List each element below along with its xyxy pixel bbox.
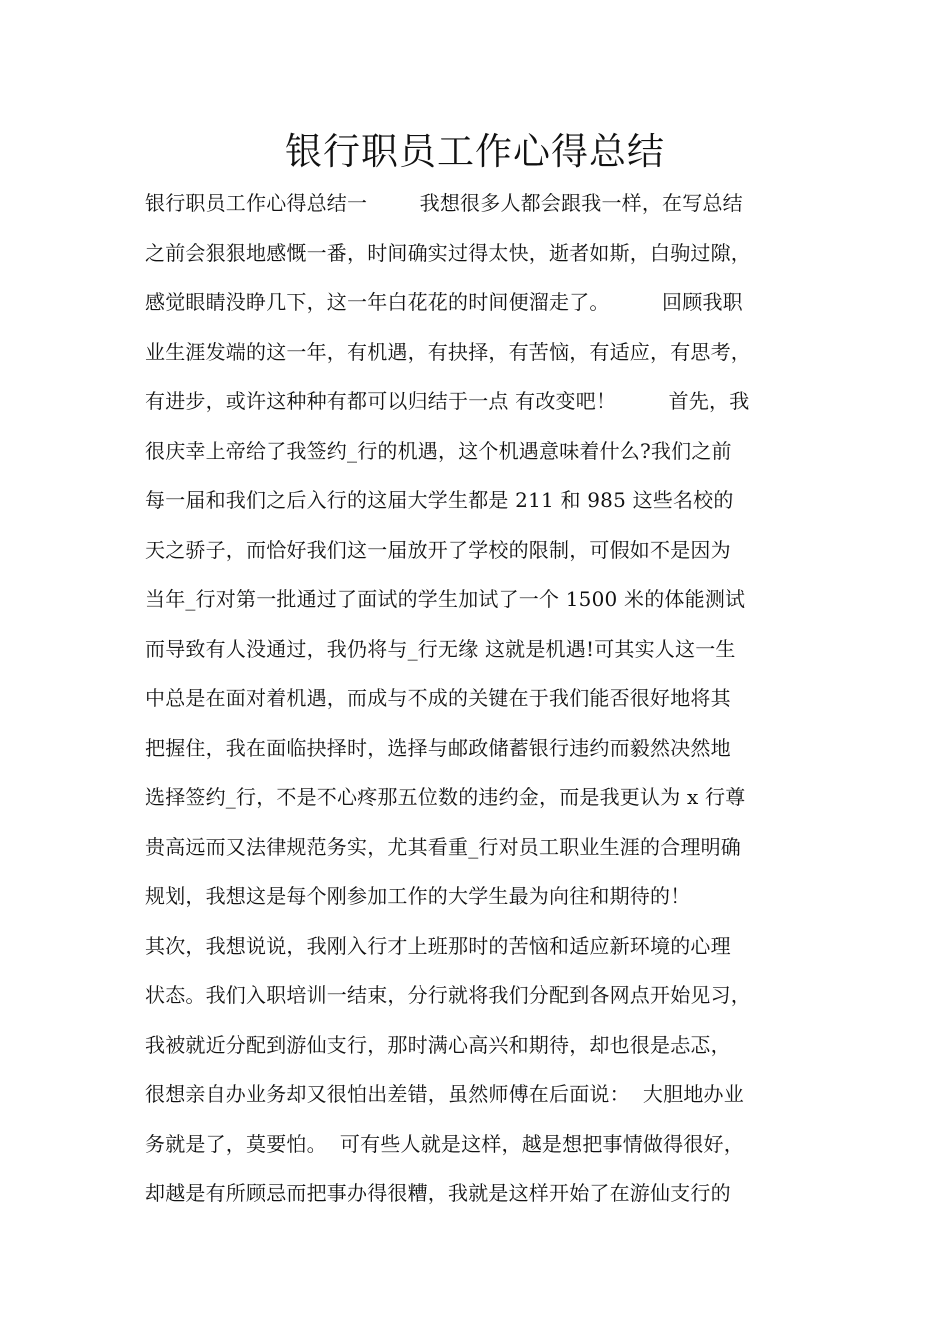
body-line: 每一届和我们之后入行的这届大学生都是 211 和 985 这些名校的 — [145, 488, 734, 512]
body-line: 其次，我想说说，我刚入行才上班那时的苦恼和适应新环境的心理 — [145, 933, 731, 958]
body-line: 之前会狠狠地感慨一番，时间确实过得太快，逝者如斯，白驹过隙， — [145, 240, 751, 265]
body-line: 务就是了，莫要怕。 可有些人就是这样，越是想把事情做得很好， — [145, 1131, 744, 1156]
body-line: 很想亲自办业务却又很怕出差错，虽然师傅在后面说： 大胆地办业 — [145, 1082, 744, 1106]
body-line: 而导致有人没通过，我仍将与_行无缘 这就是机遇!可其实人这一生 — [145, 636, 736, 661]
body-line: 状态。我们入职培训一结束，分行就将我们分配到各网点开始见习， — [145, 983, 751, 1007]
body-line: 把握住，我在面临抉择时，选择与邮政储蓄银行违约而毅然决然地 — [145, 735, 731, 760]
body-line: 天之骄子，而恰好我们这一届放开了学校的限制，可假如不是因为 — [145, 537, 731, 562]
document-body — [145, 179, 835, 1219]
body-line: 有进步，或许这种种有都可以归结于一点 有改变吧！ 首先，我 — [145, 389, 750, 413]
body-line: 当年_行对第一批通过了面试的学生加试了一个 1500 米的体能测试 — [145, 587, 746, 611]
body-line: 业生涯发端的这一年，有机遇，有抉择，有苦恼，有适应，有思考， — [145, 339, 751, 364]
body-line: 我被就近分配到游仙支行，那时满心高兴和期待，却也很是忐忑， — [145, 1032, 731, 1057]
document-title: 银行职员工作心得总结 — [285, 130, 665, 173]
body-line: 却越是有所顾忌而把事办得很糟，我就是这样开始了在游仙支行的 — [145, 1181, 731, 1205]
body-line: 贵高远而又法律规范务实，尤其看重_行对员工职业生涯的合理明确 — [145, 834, 741, 859]
body-line: 银行职员工作心得总结一 我想很多人都会跟我一样，在写总结 — [145, 191, 743, 215]
body-line: 很庆幸上帝给了我签约_行的机遇，这个机遇意味着什么?我们之前 — [145, 438, 732, 463]
body-line: 感觉眼睛没睁几下，这一年白花花的时间便溜走了。 回顾我职 — [145, 290, 743, 314]
body-line: 选择签约_行，不是不心疼那五位数的违约金，而是我更认为 x 行尊 — [145, 785, 746, 809]
body-line: 中总是在面对着机遇，而成与不成的关键在于我们能否很好地将其 — [145, 686, 731, 710]
body-line: 规划，我想这是每个刚参加工作的大学生最为向往和期待的！ — [145, 884, 691, 908]
